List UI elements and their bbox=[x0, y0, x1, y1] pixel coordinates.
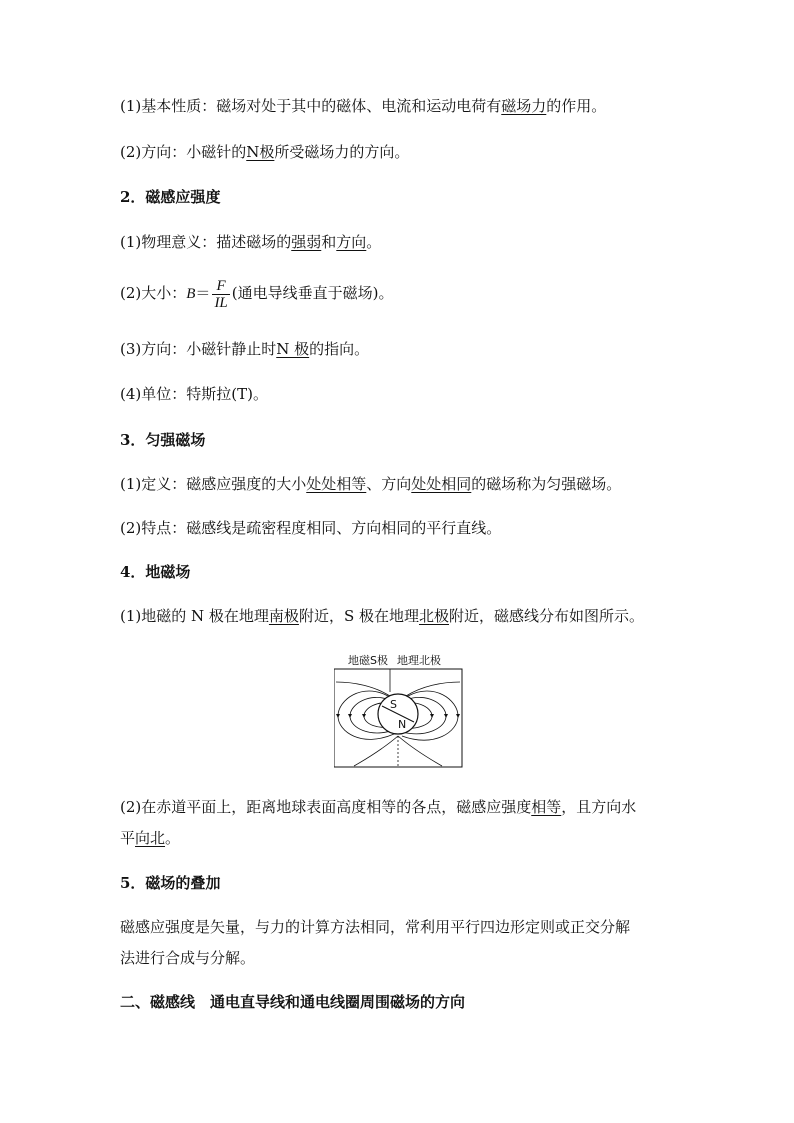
needle-direction-suffix: 的指向。 bbox=[309, 340, 370, 358]
formula-equals: ＝ bbox=[195, 284, 211, 302]
definition-line bbox=[120, 474, 621, 494]
section-heading-5: 5．磁场的叠加 bbox=[120, 874, 221, 892]
section-heading-4: 4．地磁场 bbox=[120, 563, 191, 581]
geomagnetic-line bbox=[120, 606, 644, 626]
unit-line: (4)单位：特斯拉(T)。 bbox=[120, 385, 268, 403]
formula-variable: B bbox=[186, 286, 196, 302]
feature-line: (2)特点：磁感线是疏密程度相同、方向相同的平行直线。 bbox=[120, 519, 502, 537]
answer-blank: 处处相同 bbox=[411, 475, 472, 493]
geomagnetic-suffix: 附近，磁感线分布如图所示。 bbox=[449, 607, 645, 625]
magnitude-line bbox=[120, 271, 394, 316]
property-text: (1)基本性质：磁场对处于其中的磁体、电流和运动电荷有 bbox=[120, 97, 502, 115]
answer-blank: 向北 bbox=[135, 829, 166, 847]
needle-direction-line bbox=[120, 339, 369, 359]
formula-fraction bbox=[212, 278, 229, 311]
meaning-text: (1)物理意义：描述磁场的 bbox=[120, 233, 292, 251]
equator-line-2 bbox=[120, 828, 180, 848]
direction-text: (2)方向：小磁针的 bbox=[120, 143, 247, 161]
equator-line-1 bbox=[120, 797, 636, 817]
answer-blank: 南极 bbox=[268, 607, 299, 625]
magnitude-text: (2)大小： bbox=[120, 284, 187, 302]
answer-blank: 相等 bbox=[531, 798, 562, 816]
magnitude-suffix: (通电导线垂直于磁场)。 bbox=[231, 284, 394, 302]
label-geographic-north: 地理北极 bbox=[397, 654, 441, 667]
geomagnetic-mid: 附近，S 极在地理 bbox=[298, 607, 419, 625]
definition-suffix: 的磁场称为匀强磁场。 bbox=[471, 475, 622, 493]
section-heading-2: 2．磁感应强度 bbox=[120, 188, 221, 206]
chapter-heading: 二、磁感线 通电直导线和通电线圈周围磁场的方向 bbox=[120, 993, 466, 1011]
equator-suffix: ，且方向水 bbox=[561, 798, 637, 816]
answer-blank: 处处相等 bbox=[306, 475, 367, 493]
section-heading-3: 3．匀强磁场 bbox=[120, 431, 206, 449]
answer-blank: 北极 bbox=[418, 607, 449, 625]
meaning-line bbox=[120, 232, 381, 252]
earth-magnetic-field-figure bbox=[334, 652, 464, 770]
answer-blank: N极 bbox=[246, 143, 275, 161]
meaning-suffix: 。 bbox=[366, 233, 382, 251]
label-geomagnetic-south: 地磁S极 bbox=[348, 654, 388, 667]
pole-s-label: S bbox=[390, 698, 397, 711]
superposition-line-2: 法进行合成与分解。 bbox=[120, 949, 256, 967]
answer-blank: 强弱 bbox=[291, 233, 322, 251]
superposition-line-1: 磁感应强度是矢量，与力的计算方法相同，常利用平行四边形定则或正交分解 bbox=[120, 918, 631, 936]
property-suffix: 的作用。 bbox=[546, 97, 607, 115]
answer-blank: 方向 bbox=[336, 233, 367, 251]
geomagnetic-text: (1)地磁的 N 极在地理 bbox=[120, 607, 269, 625]
formula-numerator: F bbox=[216, 277, 226, 294]
needle-direction-text: (3)方向：小磁针静止时 bbox=[120, 340, 277, 358]
direction-line bbox=[120, 142, 409, 162]
equator-text: (2)在赤道平面上，距离地球表面高度相等的各点，磁感应强度 bbox=[120, 798, 532, 816]
meaning-mid: 和 bbox=[321, 233, 337, 251]
answer-blank: N 极 bbox=[276, 340, 310, 358]
formula-denominator: IL bbox=[214, 294, 228, 311]
equator-suffix-2: 。 bbox=[165, 829, 181, 847]
property-line bbox=[120, 96, 606, 116]
equator-text-2: 平 bbox=[120, 829, 136, 847]
definition-mid: 、方向 bbox=[366, 475, 412, 493]
pole-n-label: N bbox=[398, 718, 407, 731]
direction-suffix: 所受磁场力的方向。 bbox=[274, 143, 410, 161]
answer-blank: 磁场力 bbox=[501, 97, 547, 115]
definition-text: (1)定义：磁感应强度的大小 bbox=[120, 475, 307, 493]
